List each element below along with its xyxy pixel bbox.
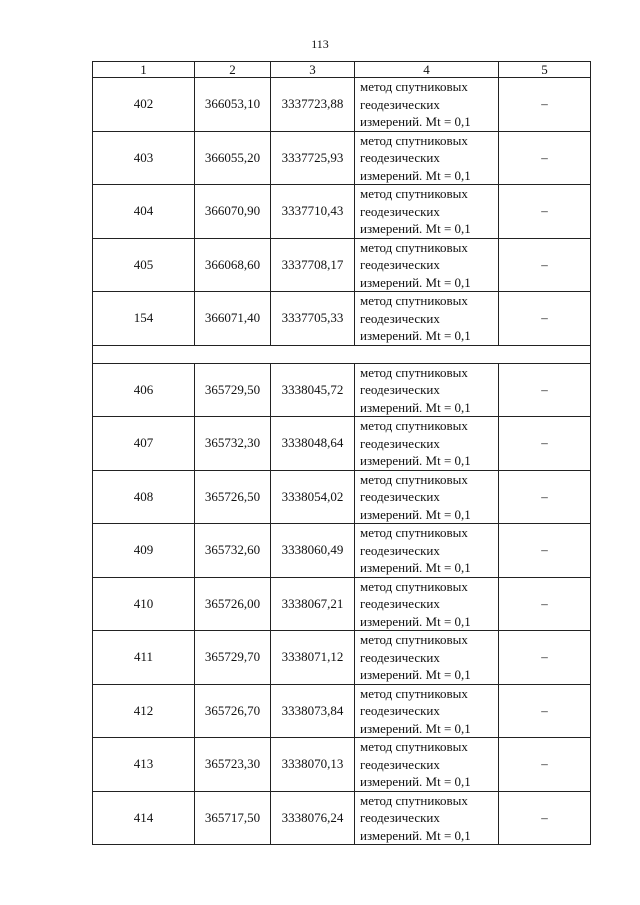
point-cell: 414 [93, 791, 195, 845]
note-cell: – [499, 470, 591, 524]
table-row [93, 791, 591, 845]
table-row [93, 131, 591, 185]
point-cell: 409 [93, 524, 195, 578]
method-line: измерений. Mt = 0,1 [360, 453, 471, 468]
method-line: геодезических [360, 810, 440, 825]
method-line: геодезических [360, 382, 440, 397]
x-coordinate-cell: 365729,50 [195, 363, 271, 417]
method-line: метод спутниковых [360, 792, 468, 808]
header-cell-3: 3 [271, 62, 355, 78]
table-row [93, 631, 591, 685]
method-line: метод спутниковых [360, 79, 468, 94]
header-cell-2: 2 [195, 62, 271, 78]
method-line: метод спутниковых [360, 239, 468, 255]
method-line: геодезических [360, 257, 440, 272]
point-cell: 412 [93, 684, 195, 738]
point-cell: 154 [93, 292, 195, 346]
x-coordinate-cell: 365726,70 [195, 684, 271, 738]
table-row [93, 577, 591, 631]
method-cell [355, 238, 499, 292]
method-line: измерений. Mt = 0,1 [360, 613, 471, 629]
method-line: метод спутниковых [360, 364, 468, 380]
method-cell [355, 738, 499, 792]
method-cell [355, 185, 499, 239]
method-cell [355, 470, 499, 524]
table-row [93, 738, 591, 792]
note-cell: – [499, 78, 591, 132]
method-line: геодезических [360, 703, 440, 718]
x-coordinate-cell: 365726,00 [195, 577, 271, 631]
note-cell: – [499, 417, 591, 471]
table-header-row [93, 62, 591, 78]
method-line: метод спутниковых [360, 132, 468, 148]
method-line: геодезических [360, 435, 440, 451]
table-row [93, 684, 591, 738]
method-line: измерений. Mt = 0,1 [360, 560, 471, 575]
table-row [93, 417, 591, 471]
method-cell [355, 292, 499, 346]
method-cell [355, 417, 499, 471]
point-cell: 404 [93, 185, 195, 239]
point-cell: 403 [93, 131, 195, 185]
method-line: геодезических [360, 596, 440, 611]
header-cell-5: 5 [499, 62, 591, 78]
x-coordinate-cell: 366071,40 [195, 292, 271, 346]
point-cell: 413 [93, 738, 195, 792]
y-coordinate-cell: 3337725,93 [271, 131, 355, 185]
method-line: геодезических [360, 203, 440, 219]
note-cell: – [499, 292, 591, 346]
method-line: измерений. Mt = 0,1 [360, 167, 471, 183]
x-coordinate-cell: 365732,60 [195, 524, 271, 578]
y-coordinate-cell: 3338071,12 [271, 631, 355, 685]
y-coordinate-cell: 3338048,64 [271, 417, 355, 471]
method-line: метод спутниковых [360, 186, 468, 201]
method-line: геодезических [360, 542, 440, 558]
x-coordinate-cell: 366053,10 [195, 78, 271, 132]
y-coordinate-cell: 3337705,33 [271, 292, 355, 346]
separator-cell [93, 345, 591, 363]
point-cell: 411 [93, 631, 195, 685]
method-line: измерений. Mt = 0,1 [360, 221, 471, 236]
table-row [93, 238, 591, 292]
coordinates-table [92, 61, 591, 845]
method-cell [355, 78, 499, 132]
note-cell: – [499, 238, 591, 292]
method-cell [355, 363, 499, 417]
method-line: метод спутниковых [360, 471, 468, 487]
x-coordinate-cell: 365732,30 [195, 417, 271, 471]
group-separator-row [93, 345, 591, 363]
method-line: метод спутниковых [360, 632, 468, 647]
y-coordinate-cell: 3338067,21 [271, 577, 355, 631]
point-cell: 405 [93, 238, 195, 292]
y-coordinate-cell: 3337710,43 [271, 185, 355, 239]
method-line: метод спутниковых [360, 739, 468, 754]
x-coordinate-cell: 365729,70 [195, 631, 271, 685]
method-line: метод спутниковых [360, 685, 468, 701]
point-cell: 410 [93, 577, 195, 631]
y-coordinate-cell: 3338060,49 [271, 524, 355, 578]
y-coordinate-cell: 3338073,84 [271, 684, 355, 738]
method-cell [355, 631, 499, 685]
note-cell: – [499, 631, 591, 685]
header-cell-1: 1 [93, 62, 195, 78]
x-coordinate-cell: 365726,50 [195, 470, 271, 524]
table-row [93, 78, 591, 132]
point-cell: 406 [93, 363, 195, 417]
note-cell: – [499, 577, 591, 631]
method-line: измерений. Mt = 0,1 [360, 774, 471, 789]
method-line: геодезических [360, 756, 440, 772]
method-line: метод спутниковых [360, 525, 468, 540]
method-cell [355, 791, 499, 845]
method-cell [355, 684, 499, 738]
y-coordinate-cell: 3337723,88 [271, 78, 355, 132]
note-cell: – [499, 791, 591, 845]
y-coordinate-cell: 3338054,02 [271, 470, 355, 524]
method-line: измерений. Mt = 0,1 [360, 827, 471, 843]
table-row [93, 292, 591, 346]
y-coordinate-cell: 3338045,72 [271, 363, 355, 417]
method-line: геодезических [360, 310, 440, 326]
method-line: геодезических [360, 489, 440, 504]
method-cell [355, 131, 499, 185]
x-coordinate-cell: 366055,20 [195, 131, 271, 185]
method-line: метод спутниковых [360, 293, 468, 308]
y-coordinate-cell: 3338070,13 [271, 738, 355, 792]
header-cell-4: 4 [355, 62, 499, 78]
method-line: метод спутниковых [360, 418, 468, 433]
method-cell [355, 524, 499, 578]
method-line: измерений. Mt = 0,1 [360, 506, 471, 522]
note-cell: – [499, 684, 591, 738]
note-cell: – [499, 131, 591, 185]
method-line: метод спутниковых [360, 578, 468, 594]
point-cell: 402 [93, 78, 195, 132]
x-coordinate-cell: 366070,90 [195, 185, 271, 239]
method-line: измерений. Mt = 0,1 [360, 114, 471, 129]
note-cell: – [499, 738, 591, 792]
y-coordinate-cell: 3338076,24 [271, 791, 355, 845]
point-cell: 407 [93, 417, 195, 471]
method-line: измерений. Mt = 0,1 [360, 720, 471, 736]
method-line: измерений. Mt = 0,1 [360, 328, 471, 343]
table-row [93, 185, 591, 239]
method-line: геодезических [360, 649, 440, 665]
method-line: геодезических [360, 96, 440, 112]
x-coordinate-cell: 365717,50 [195, 791, 271, 845]
point-cell: 408 [93, 470, 195, 524]
table-row [93, 363, 591, 417]
note-cell: – [499, 524, 591, 578]
note-cell: – [499, 185, 591, 239]
note-cell: – [499, 363, 591, 417]
method-line: измерений. Mt = 0,1 [360, 667, 471, 682]
method-line: измерений. Mt = 0,1 [360, 399, 471, 415]
method-line: измерений. Mt = 0,1 [360, 274, 471, 290]
table-row [93, 470, 591, 524]
page-number: 113 [311, 37, 329, 51]
method-cell [355, 577, 499, 631]
table-row [93, 524, 591, 578]
x-coordinate-cell: 365723,30 [195, 738, 271, 792]
method-line: геодезических [360, 150, 440, 165]
y-coordinate-cell: 3337708,17 [271, 238, 355, 292]
x-coordinate-cell: 366068,60 [195, 238, 271, 292]
